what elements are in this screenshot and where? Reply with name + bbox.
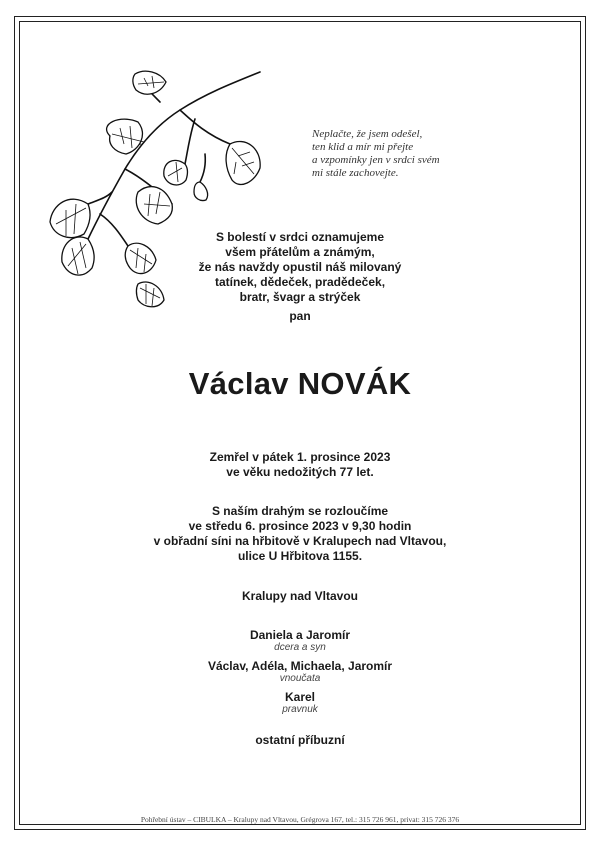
- announcement-line: všem přátelům a známým,: [225, 245, 375, 259]
- mourner-group: [20, 659, 580, 685]
- announcement-line: že nás navždy opustil náš milovaný: [198, 260, 402, 274]
- announcement-text: [20, 230, 580, 305]
- memorial-poem: [312, 128, 502, 180]
- announcement-line: tatínek, dědeček, pradědeček,: [214, 275, 386, 289]
- mourner-relation: vnoučata: [279, 673, 321, 684]
- poem-line: mi stále zachovejte.: [312, 167, 399, 179]
- mourner-group: [20, 690, 580, 716]
- farewell-line: S naším drahým se rozloučíme: [211, 504, 389, 518]
- mourner-names: Karel: [284, 690, 316, 704]
- mourner-group: [20, 628, 580, 654]
- death-line: Zemřel v pátek 1. prosince 2023: [209, 450, 391, 464]
- funeral-home-footer: Pohřební ústav – CIBULKA – Kralupy nad Vltavou, Grégrova 167, tel.: 315 726 961, privat: 315 726 376: [140, 815, 460, 824]
- death-info: [20, 450, 580, 480]
- salutation: pan: [289, 309, 311, 323]
- poem-line: a vzpomínky jen v srdci svém: [312, 154, 440, 166]
- farewell-line: ulice U Hřbitova 1155.: [237, 549, 363, 563]
- poem-line: Neplačte, že jsem odešel,: [312, 128, 423, 140]
- announcement-line: S bolestí v srdci oznamujeme: [215, 230, 385, 244]
- announcement-line: bratr, švagr a strýček: [239, 290, 361, 304]
- death-line: ve věku nedožitých 77 let.: [226, 465, 374, 479]
- mourner-names: Daniela a Jaromír: [249, 628, 351, 642]
- farewell-line: ve středu 6. prosince 2023 v 9,30 hodin: [188, 519, 412, 533]
- poem-line: ten klid a mír mi přejte: [312, 141, 414, 153]
- other-relatives: ostatní příbuzní: [255, 733, 345, 747]
- deceased-name: Václav NOVÁK: [188, 366, 412, 401]
- farewell-info: [20, 504, 580, 564]
- mourner-relation: dcera a syn: [274, 642, 326, 653]
- town-name: Kralupy nad Vltavou: [241, 589, 359, 603]
- mourner-relation: pravnuk: [282, 704, 318, 715]
- farewell-line: v obřadní síni na hřbitově v Kralupech nad Vltavou,: [153, 534, 447, 548]
- mourner-names: Václav, Adéla, Michaela, Jaromír: [207, 659, 393, 673]
